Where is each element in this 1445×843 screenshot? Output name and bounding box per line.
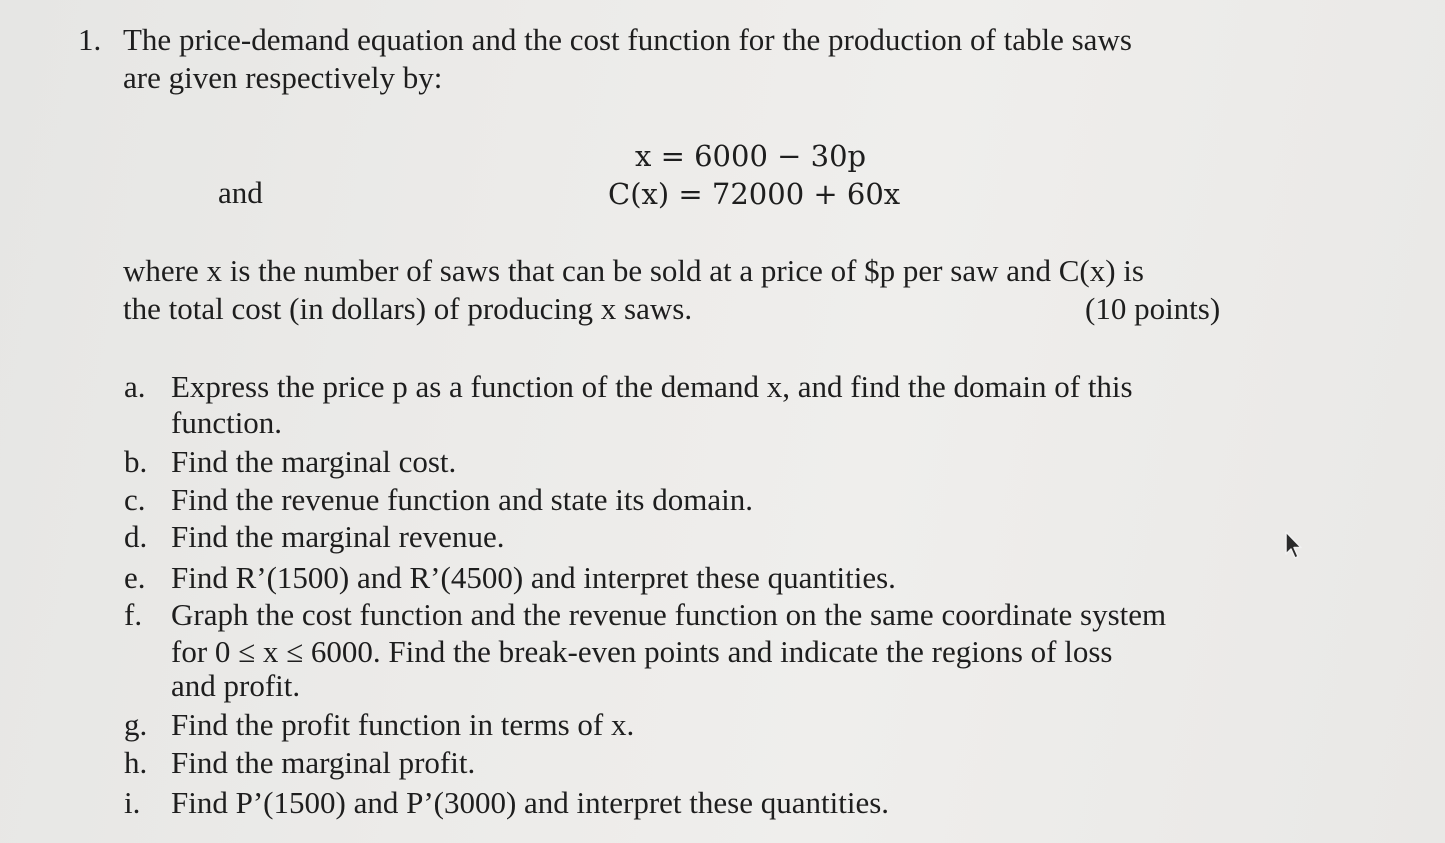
and-word: and xyxy=(218,175,263,210)
equation-cost-text: C(x) = 72000 + 60x xyxy=(608,177,901,211)
where-line2: the total cost (in dollars) of producing x saws. xyxy=(123,291,693,326)
part-b-line1: Find the marginal cost. xyxy=(171,444,457,479)
part-f-line3: and profit. xyxy=(171,668,301,703)
part-a-line2: function. xyxy=(171,405,283,440)
equation-demand-text: x = 6000 − 30p xyxy=(635,139,867,173)
mouse-pointer-icon xyxy=(1284,530,1304,560)
part-i-line1: Find P’(1500) and P’(3000) and interpret these quantities. xyxy=(171,785,890,820)
part-d-letter: d. xyxy=(124,519,148,554)
problem-intro-line2: are given respectively by: xyxy=(123,60,443,95)
problem-intro-line1: The price-demand equation and the cost function for the production of table saws xyxy=(123,22,1132,57)
where-line1: where x is the number of saws that can be sold at a price of $p per saw and C(x) is xyxy=(123,253,1144,288)
part-h-line1: Find the marginal profit. xyxy=(171,745,476,780)
part-f-line1: Graph the cost function and the revenue function on the same coordinate system xyxy=(171,597,1167,632)
part-f-line2: for 0 ≤ x ≤ 6000. Find the break-even points and indicate the regions of loss xyxy=(171,634,1113,669)
equation-demand xyxy=(635,138,866,174)
part-b-letter: b. xyxy=(124,444,148,479)
problem-number: 1. xyxy=(78,22,102,57)
part-f-letter: f. xyxy=(124,597,143,632)
part-g-letter: g. xyxy=(124,707,148,742)
points-label: (10 points) xyxy=(1085,291,1221,326)
part-a-letter: a. xyxy=(124,369,146,404)
part-e-letter: e. xyxy=(124,560,146,595)
part-d-line1: Find the marginal revenue. xyxy=(171,519,505,554)
part-i-letter: i. xyxy=(124,785,141,820)
part-c-line1: Find the revenue function and state its domain. xyxy=(171,482,753,517)
equation-cost xyxy=(608,176,900,212)
part-c-letter: c. xyxy=(124,482,146,517)
part-a-line1: Express the price p as a function of the demand x, and find the domain of this xyxy=(171,369,1133,404)
part-e-line1: Find R’(1500) and R’(4500) and interpret these quantities. xyxy=(171,560,896,595)
part-g-line1: Find the profit function in terms of x. xyxy=(171,707,635,742)
part-h-letter: h. xyxy=(124,745,148,780)
